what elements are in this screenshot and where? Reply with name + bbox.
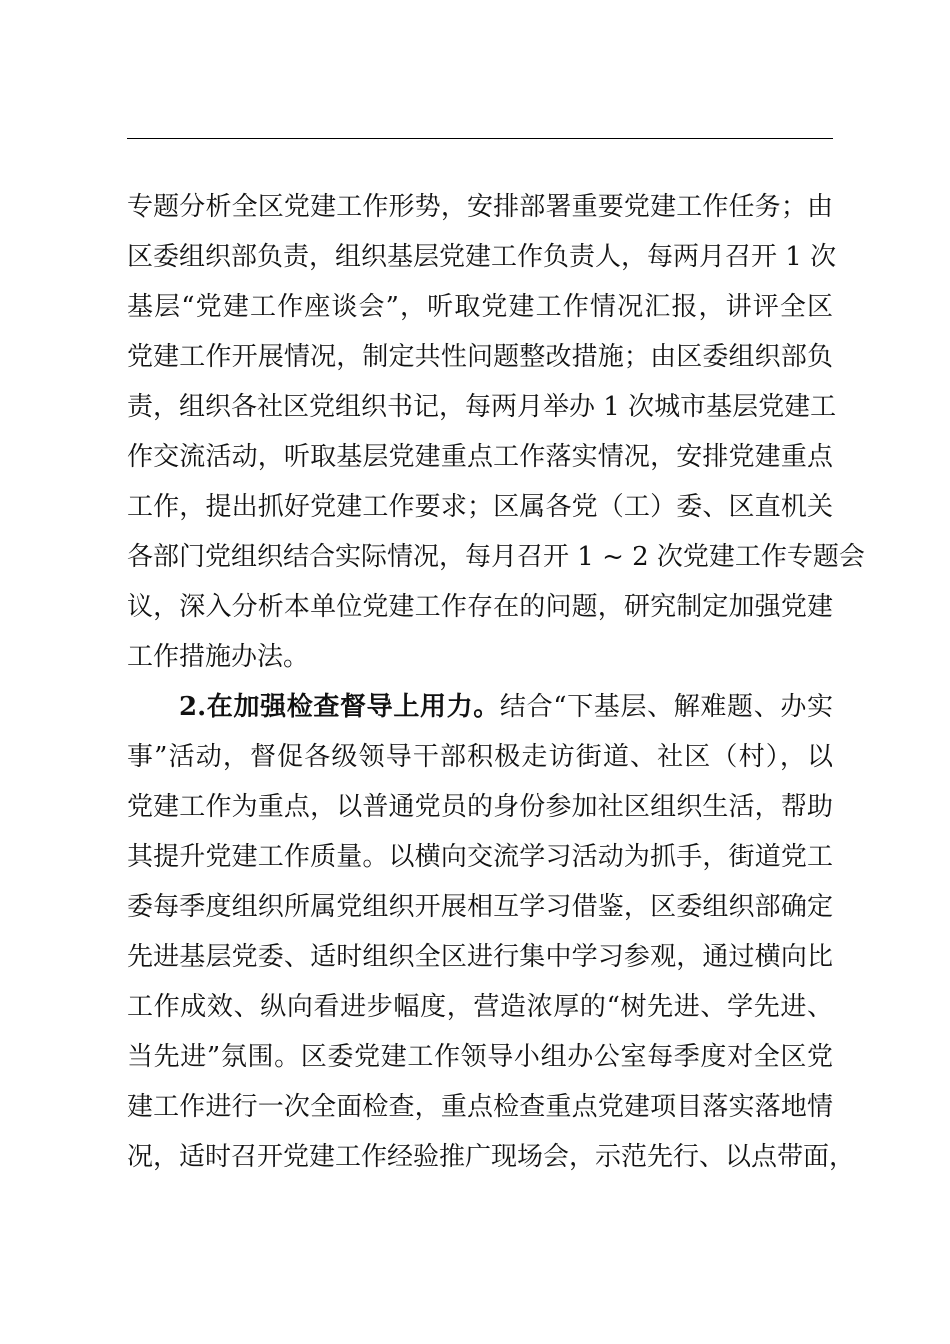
text-line: 工作，提出抓好党建工作要求；区属各党（工）委、区直机关 (127, 492, 833, 522)
text-line: 当先进”氛围。区委党建工作领导小组办公室每季度对全区党 (127, 1042, 833, 1072)
text-line: 作交流活动，听取基层党建重点工作落实情况，安排党建重点 (127, 442, 833, 472)
section-heading: 2.在加强检查督导上用力。 (179, 692, 500, 722)
header-rule (127, 138, 833, 139)
paragraph-2-first-line (127, 682, 833, 732)
paragraph-2 (127, 682, 856, 1182)
text-span: 结合“下基层、解难题、办实 (499, 692, 833, 722)
text-line: 责，组织各社区党组织书记，每两月举办 1 次城市基层党建工 (127, 392, 837, 422)
text-line: 先进基层党委、适时组织全区进行集中学习参观，通过横向比 (127, 942, 833, 972)
text-line: 况，适时召开党建工作经验推广现场会，示范先行、以点带面， (127, 1142, 856, 1172)
text-line: 党建工作为重点，以普通党员的身份参加社区组织生活，帮助 (127, 792, 833, 822)
text-line: 建工作进行一次全面检查，重点检查重点党建项目落实落地情 (127, 1092, 833, 1122)
text-line: 其提升党建工作质量。以横向交流学习活动为抓手，街道党工 (127, 842, 833, 872)
text-line: 区委组织部负责，组织基层党建工作负责人，每两月召开 1 次 (127, 242, 837, 272)
text-line: 工作成效、纵向看进步幅度，营造浓厚的“树先进、学先进、 (127, 992, 833, 1022)
text-line: 党建工作开展情况，制定共性问题整改措施；由区委组织部负 (127, 342, 833, 372)
text-line: 各部门党组织结合实际情况，每月召开 1 ~ 2 次党建工作专题会 (127, 542, 865, 572)
text-line: 议，深入分析本单位党建工作存在的问题，研究制定加强党建 (127, 592, 833, 622)
text-line: 委每季度组织所属党组织开展相互学习借鉴，区委组织部确定 (127, 892, 833, 922)
text-line: 基层“党建工作座谈会”，听取党建工作情况汇报，讲评全区 (127, 292, 833, 322)
text-line: 工作措施办法。 (127, 642, 310, 672)
body-text (127, 182, 865, 1182)
text-line: 事”活动，督促各级领导干部积极走访街道、社区（村），以 (127, 742, 833, 772)
paragraph-1 (127, 182, 865, 682)
text-line: 专题分析全区党建工作形势，安排部署重要党建工作任务；由 (127, 192, 833, 222)
